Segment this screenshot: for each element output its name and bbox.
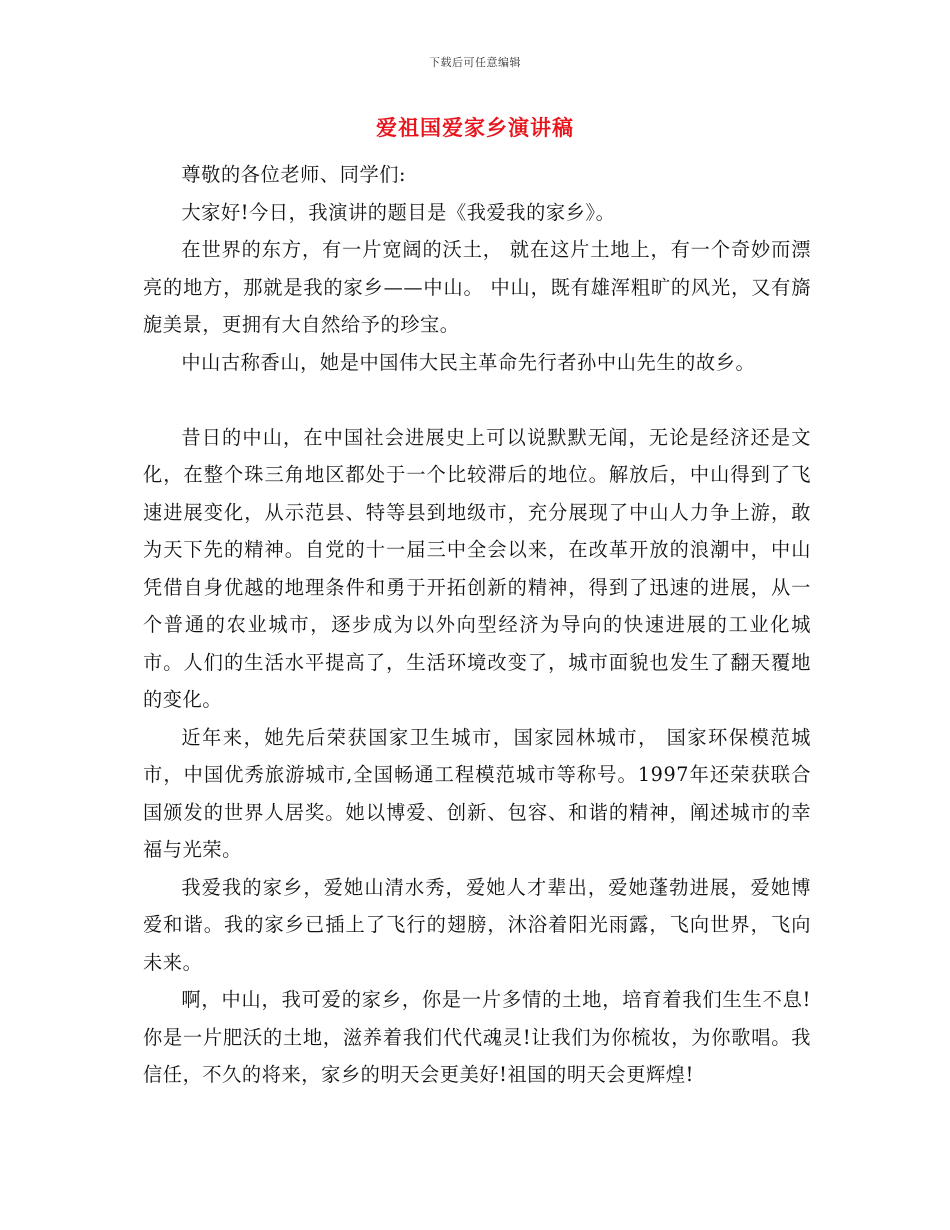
- body-paragraph: 我爱我的家乡，爱她山清水秀，爱她人才辈出，爱她蓬勃进展，爱她博爱和谐。我的家乡已插上了飞行的翅膀，沐浴着阳光雨露，飞向世界，飞向未来。: [143, 875, 811, 974]
- body-paragraph: 昔日的中山，在中国社会进展史上可以说默默无闻，无论是经济还是文化，在整个珠三角地区都处于一个比较滞后的地位。解放后，中山得到了飞速进展变化，从示范县、特等县到地级市，充分展现了中山人力争上游，敢为天下先的精神。自党的十一届三中全会以来，在改革开放的浪潮中，中山凭借自身优越的地理条件和勇于开拓创新的精神，得到了迅速的进展，从一个普通的农业城市，逐步成为以外向型经济为导向的快速进展的工业化城市。人们的生活水平提高了，生活环境改变了，城市面貌也发生了翻天覆地的变化。: [143, 425, 811, 711]
- page-header-note: 下载后可任意编辑: [429, 56, 521, 69]
- body-paragraph: 在世界的东方，有一片宽阔的沃土， 就在这片土地上，有一个奇妙而漂亮的地方，那就是我的家乡——中山。 中山，既有雄浑粗旷的风光，又有旖旎美景，更拥有大自然给予的珍宝。: [143, 238, 811, 336]
- closing-paragraph: 啊，中山，我可爱的家乡，你是一片多情的土地，培育着我们生生不息!你是一片肥沃的土地，滋养着我们代代魂灵!让我们为你梳妆，为你歌唱。我信任，不久的将来，家乡的明天会更美好!祖国的明天会更辉煌!: [143, 988, 811, 1086]
- body-paragraph: 中山古称香山，她是中国伟大民主革命先行者孙中山先生的故乡。: [181, 350, 756, 374]
- salutation-paragraph: 尊敬的各位老师、同学们:: [181, 163, 407, 186]
- opening-paragraph: 大家好!今日，我演讲的题目是《我爱我的家乡》。: [181, 200, 616, 224]
- body-paragraph: 近年来，她先后荣获国家卫生城市，国家园林城市， 国家环保模范城市，中国优秀旅游城市,全国畅通工程模范城市等称号。1997年还荣获联合国颁发的世界人居奖。她以博爱、创新、包容、和谐的精神，阐述城市的幸福与光荣。: [143, 725, 811, 861]
- document-body: [143, 156, 811, 1094]
- document-title: 爱祖国爱家乡演讲稿: [376, 115, 574, 140]
